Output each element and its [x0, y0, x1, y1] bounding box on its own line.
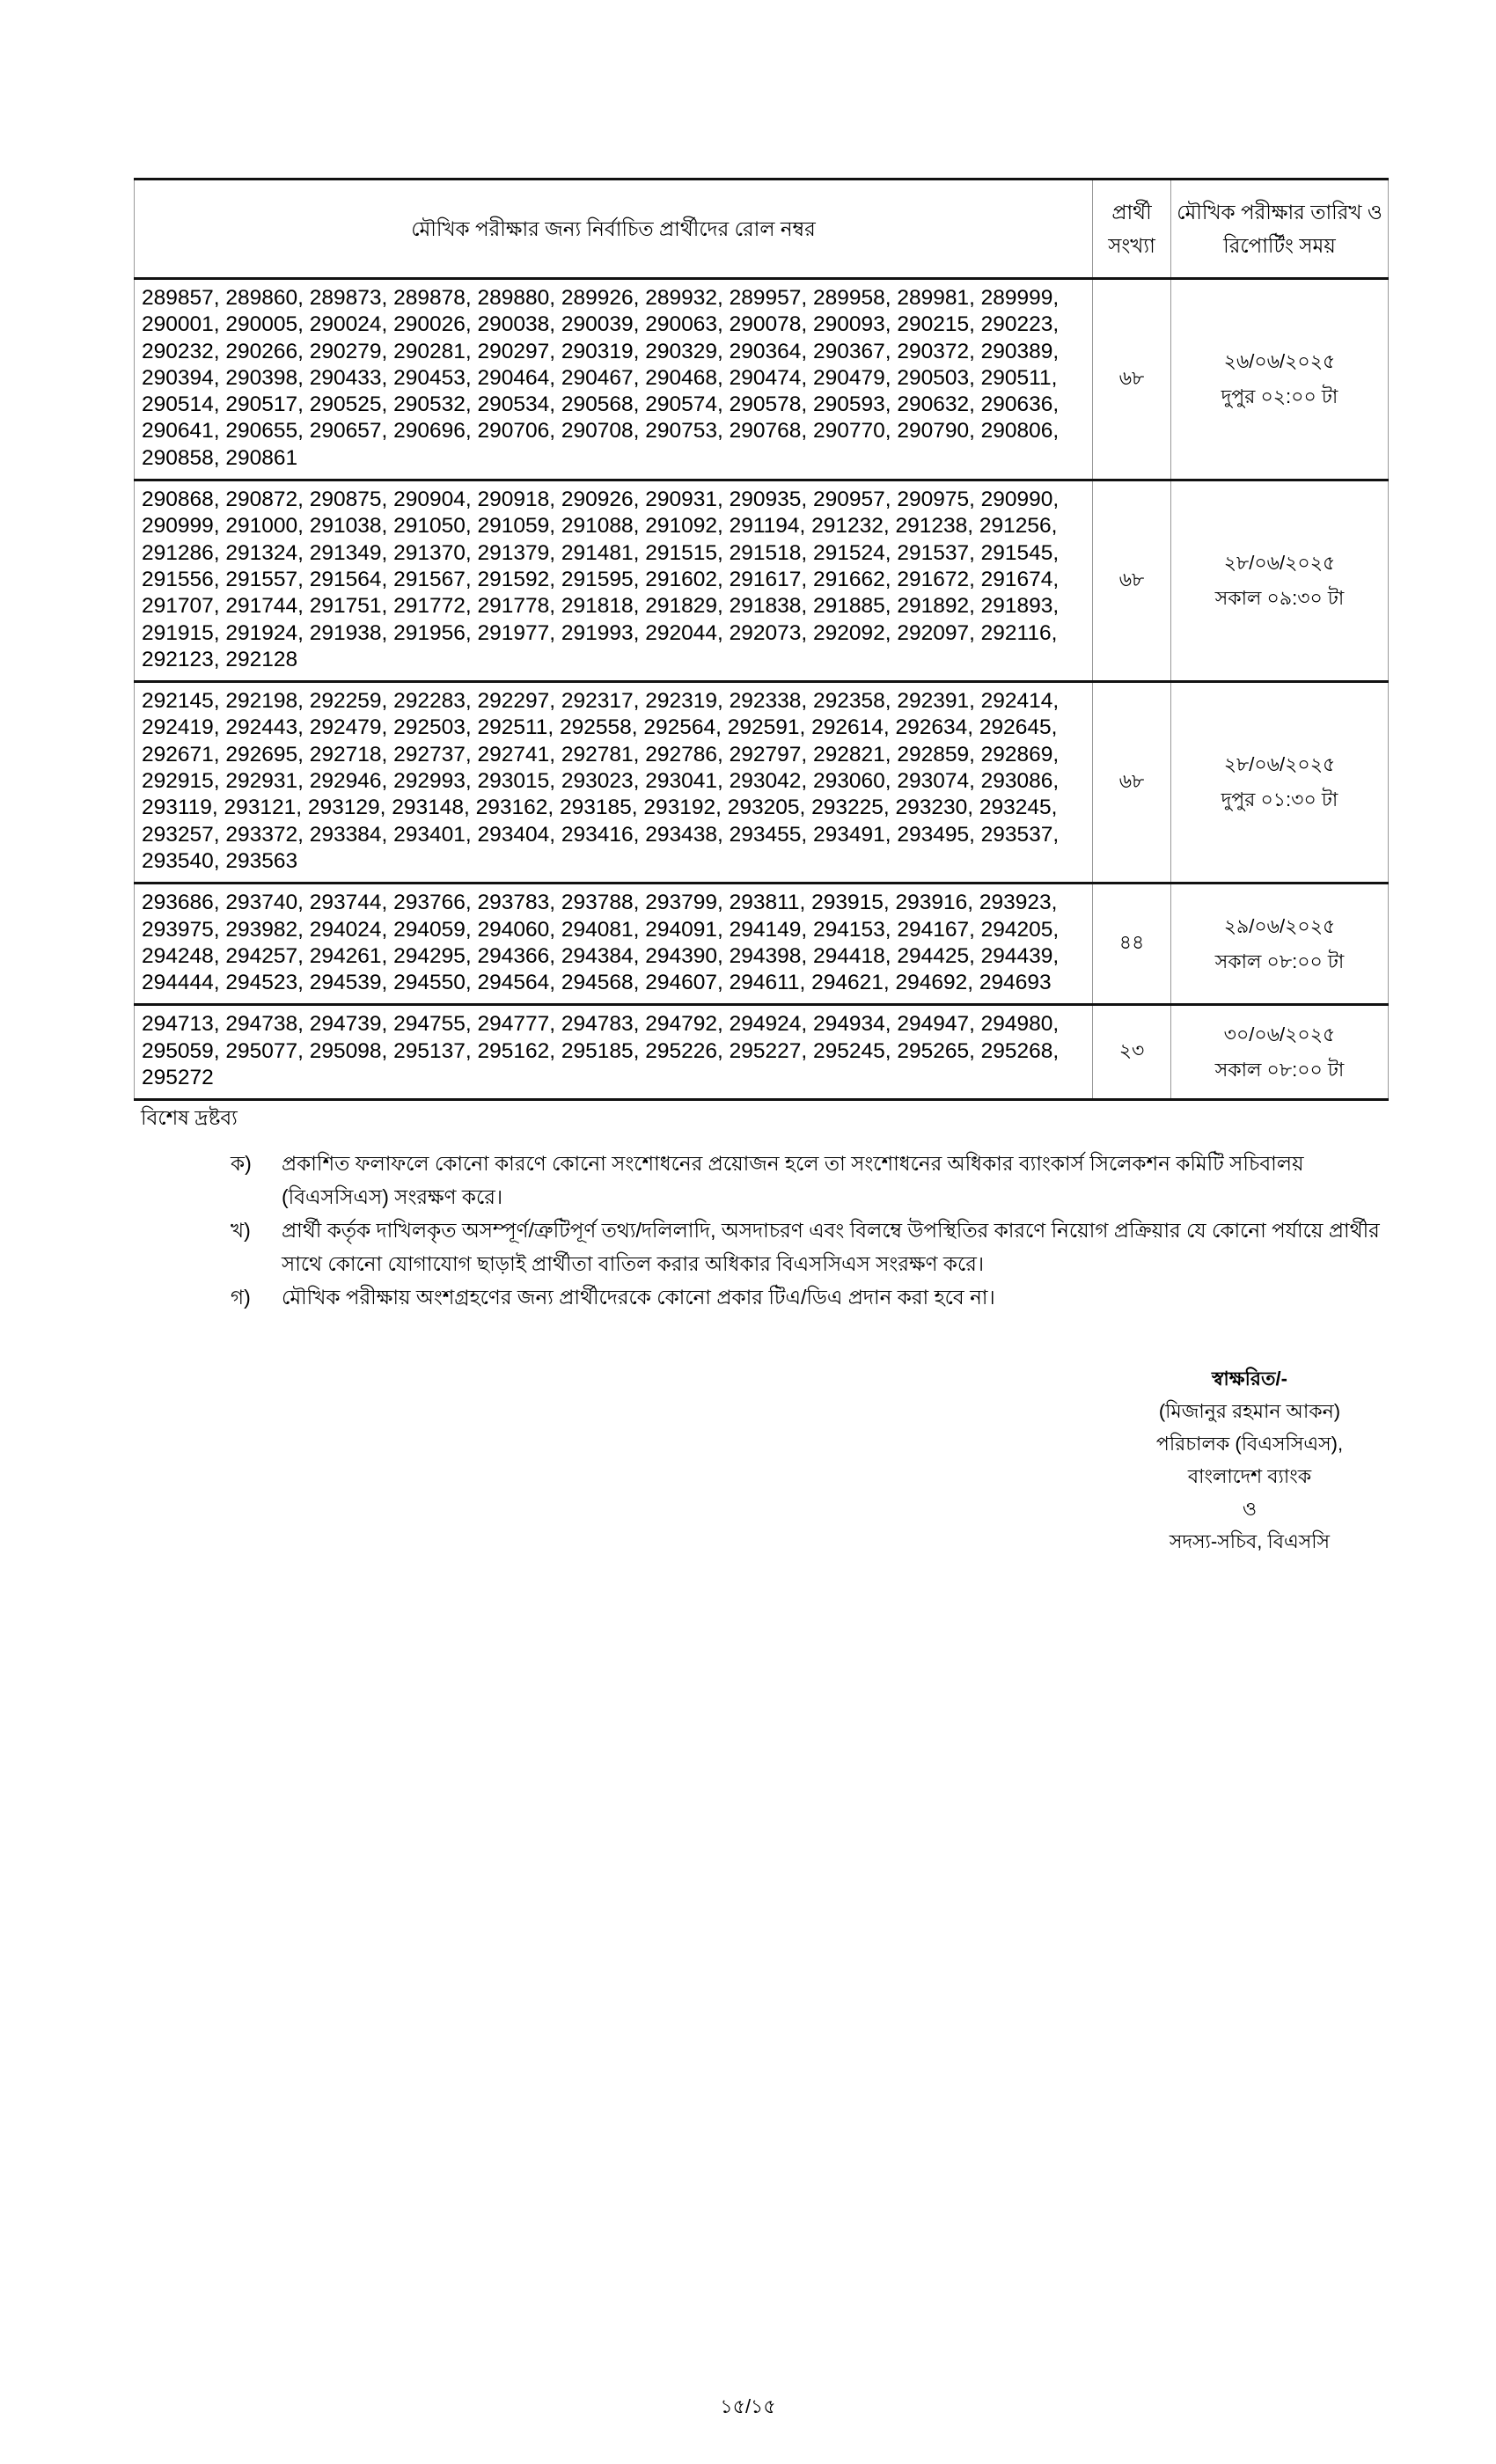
- roll-numbers: 294713, 294738, 294739, 294755, 294777, 294783, 294792, 294924, 294934, 294947, 294980, 295059, 295077, 295098, 295137, 295162, 295185, 295226, 295227, 295245, 295265, 295268, 295272: [135, 1005, 1093, 1100]
- exam-date-time: [1171, 279, 1389, 480]
- table-row: [135, 682, 1389, 884]
- signed-label: স্বাক্ষরিত/-: [1212, 1368, 1287, 1390]
- note-label: ক): [231, 1152, 252, 1175]
- candidate-count: ২৩: [1093, 1005, 1171, 1100]
- signatory-and: ও: [1242, 1498, 1258, 1520]
- candidate-count: ৬৮: [1093, 279, 1171, 480]
- note-item: [141, 1280, 1390, 1314]
- candidate-count: ৬৮: [1093, 682, 1171, 884]
- header-exam-date-time: মৌখিক পরীক্ষার তারিখ ও রিপোর্টিং সময়: [1171, 180, 1389, 279]
- reporting-time: সকাল ০৮:০০ টা: [1214, 1058, 1345, 1081]
- signatory-title: পরিচালক (বিএসসিএস),: [1155, 1433, 1344, 1455]
- roll-numbers: 289857, 289860, 289873, 289878, 289880, 289926, 289932, 289957, 289958, 289981, 289999, 290001, 290005, 290024, 290026, 290038, 290039, 290063, 290078, 290093, 290215, 290223, 290232, 290266, 290279, 290281, 290297, 290319, 290329, 290364, 290367, 290372, 290389, 290394, 290398, 290433, 290453, 290464, 290467, 290468, 290474, 290479, 290503, 290511, 290514, 290517, 290525, 290532, 290534, 290568, 290574, 290578, 290593, 290632, 290636, 290641, 290655, 290657, 290696, 290706, 290708, 290753, 290768, 290770, 290790, 290806, 290858, 290861: [135, 279, 1093, 480]
- reporting-time: দুপুর ০১:৩০ টা: [1221, 788, 1338, 811]
- reporting-time: সকাল ০৯:৩০ টা: [1214, 587, 1345, 610]
- header-roll-numbers: মৌখিক পরীক্ষার জন্য নির্বাচিত প্রার্থীদের রোল নম্বর: [135, 180, 1093, 279]
- exam-date: ২৮/০৬/২০২৫: [1223, 753, 1336, 776]
- signatory-organization: বাংলাদেশ ব্যাংক: [1187, 1465, 1312, 1487]
- table-row: [135, 480, 1389, 682]
- roll-numbers: 290868, 290872, 290875, 290904, 290918, 290926, 290931, 290935, 290957, 290975, 290990, 290999, 291000, 291038, 291050, 291059, 291088, 291092, 291194, 291232, 291238, 291256, 291286, 291324, 291349, 291370, 291379, 291481, 291515, 291518, 291524, 291537, 291545, 291556, 291557, 291564, 291567, 291592, 291595, 291602, 291617, 291662, 291672, 291674, 291707, 291744, 291751, 291772, 291778, 291818, 291829, 291838, 291885, 291892, 291893, 291915, 291924, 291938, 291956, 291977, 291993, 292044, 292073, 292092, 292097, 292116, 292123, 292128: [135, 480, 1093, 682]
- table-row: [135, 1005, 1389, 1100]
- signatory-name: (মিজানুর রহমান আকন): [1158, 1400, 1341, 1422]
- exam-date: ২৬/০৬/২০২৫: [1223, 350, 1336, 373]
- note-item: [141, 1214, 1390, 1280]
- roll-numbers: 292145, 292198, 292259, 292283, 292297, 292317, 292319, 292338, 292358, 292391, 292414, 292419, 292443, 292479, 292503, 292511, 292558, 292564, 292591, 292614, 292634, 292645, 292671, 292695, 292718, 292737, 292741, 292781, 292786, 292797, 292821, 292859, 292869, 292915, 292931, 292946, 292993, 293015, 293023, 293041, 293042, 293060, 293074, 293086, 293119, 293121, 293129, 293148, 293162, 293185, 293192, 293205, 293225, 293230, 293245, 293257, 293372, 293384, 293401, 293404, 293416, 293438, 293455, 293491, 293495, 293537, 293540, 293563: [135, 682, 1093, 884]
- note-label: গ): [231, 1286, 251, 1309]
- special-notes: [141, 1102, 1390, 1314]
- signatory-role: সদস্য-সচিব, বিএসসি: [1169, 1530, 1331, 1552]
- note-label: খ): [231, 1219, 251, 1242]
- note-text: প্রার্থী কর্তৃক দাখিলকৃত অসম্পূর্ণ/ত্রুটিপূর্ণ তথ্য/দলিলাদি, অসদাচরণ এবং বিলম্বে উপস্থিতির কারণে নিয়োগ প্রক্রিয়ার যে কোনো পর্যায়ে প্রার্থীর সাথে কোনো যোগাযোগ ছাড়াই প্রার্থীতা বাতিল করার অধিকার বিএসসিএস সংরক্ষণ করে।: [282, 1219, 1380, 1275]
- exam-date: ৩০/০৬/২০২৫: [1223, 1023, 1336, 1045]
- note-text: মৌখিক পরীক্ষায় অংশগ্রহণের জন্য প্রার্থীদেরকে কোনো প্রকার টিএ/ডিএ প্রদান করা হবে না।: [282, 1286, 995, 1309]
- candidate-count: ৪৪: [1093, 884, 1171, 1005]
- note-text: প্রকাশিত ফলাফলে কোনো কারণে কোনো সংশোধনের প্রয়োজন হলে তা সংশোধনের অধিকার ব্যাংকার্স সিলেকশন কমিটি সচিবালয় (বিএসসিএস) সংরক্ষণ করে।: [282, 1152, 1304, 1208]
- roll-numbers: 293686, 293740, 293744, 293766, 293783, 293788, 293799, 293811, 293915, 293916, 293923, 293975, 293982, 294024, 294059, 294060, 294081, 294091, 294149, 294153, 294167, 294205, 294248, 294257, 294261, 294295, 294366, 294384, 294390, 294398, 294418, 294425, 294439, 294444, 294523, 294539, 294550, 294564, 294568, 294607, 294611, 294621, 294692, 294693: [135, 884, 1093, 1005]
- exam-date: ২৯/০৬/২০২৫: [1223, 914, 1336, 937]
- exam-date-time: [1171, 884, 1389, 1005]
- exam-date: ২৮/০৬/২০২৫: [1223, 552, 1336, 575]
- exam-date-time: [1171, 1005, 1389, 1100]
- page-number: ১৫/১৫: [720, 2395, 776, 2417]
- header-candidate-count: প্রার্থী সংখ্যা: [1093, 180, 1171, 279]
- exam-date-time: [1171, 682, 1389, 884]
- notes-heading: বিশেষ দ্রষ্টব্য: [141, 1106, 238, 1129]
- table-row: [135, 884, 1389, 1005]
- exam-date-time: [1171, 480, 1389, 682]
- reporting-time: দুপুর ০২:০০ টা: [1221, 385, 1338, 408]
- table-header-row: [135, 180, 1389, 279]
- reporting-time: সকাল ০৮:০০ টা: [1214, 950, 1345, 972]
- roll-number-table: [134, 178, 1389, 1101]
- table-row: [135, 279, 1389, 480]
- candidate-count: ৬৮: [1093, 480, 1171, 682]
- note-item: [141, 1147, 1390, 1214]
- signature-block: [1135, 1362, 1364, 1558]
